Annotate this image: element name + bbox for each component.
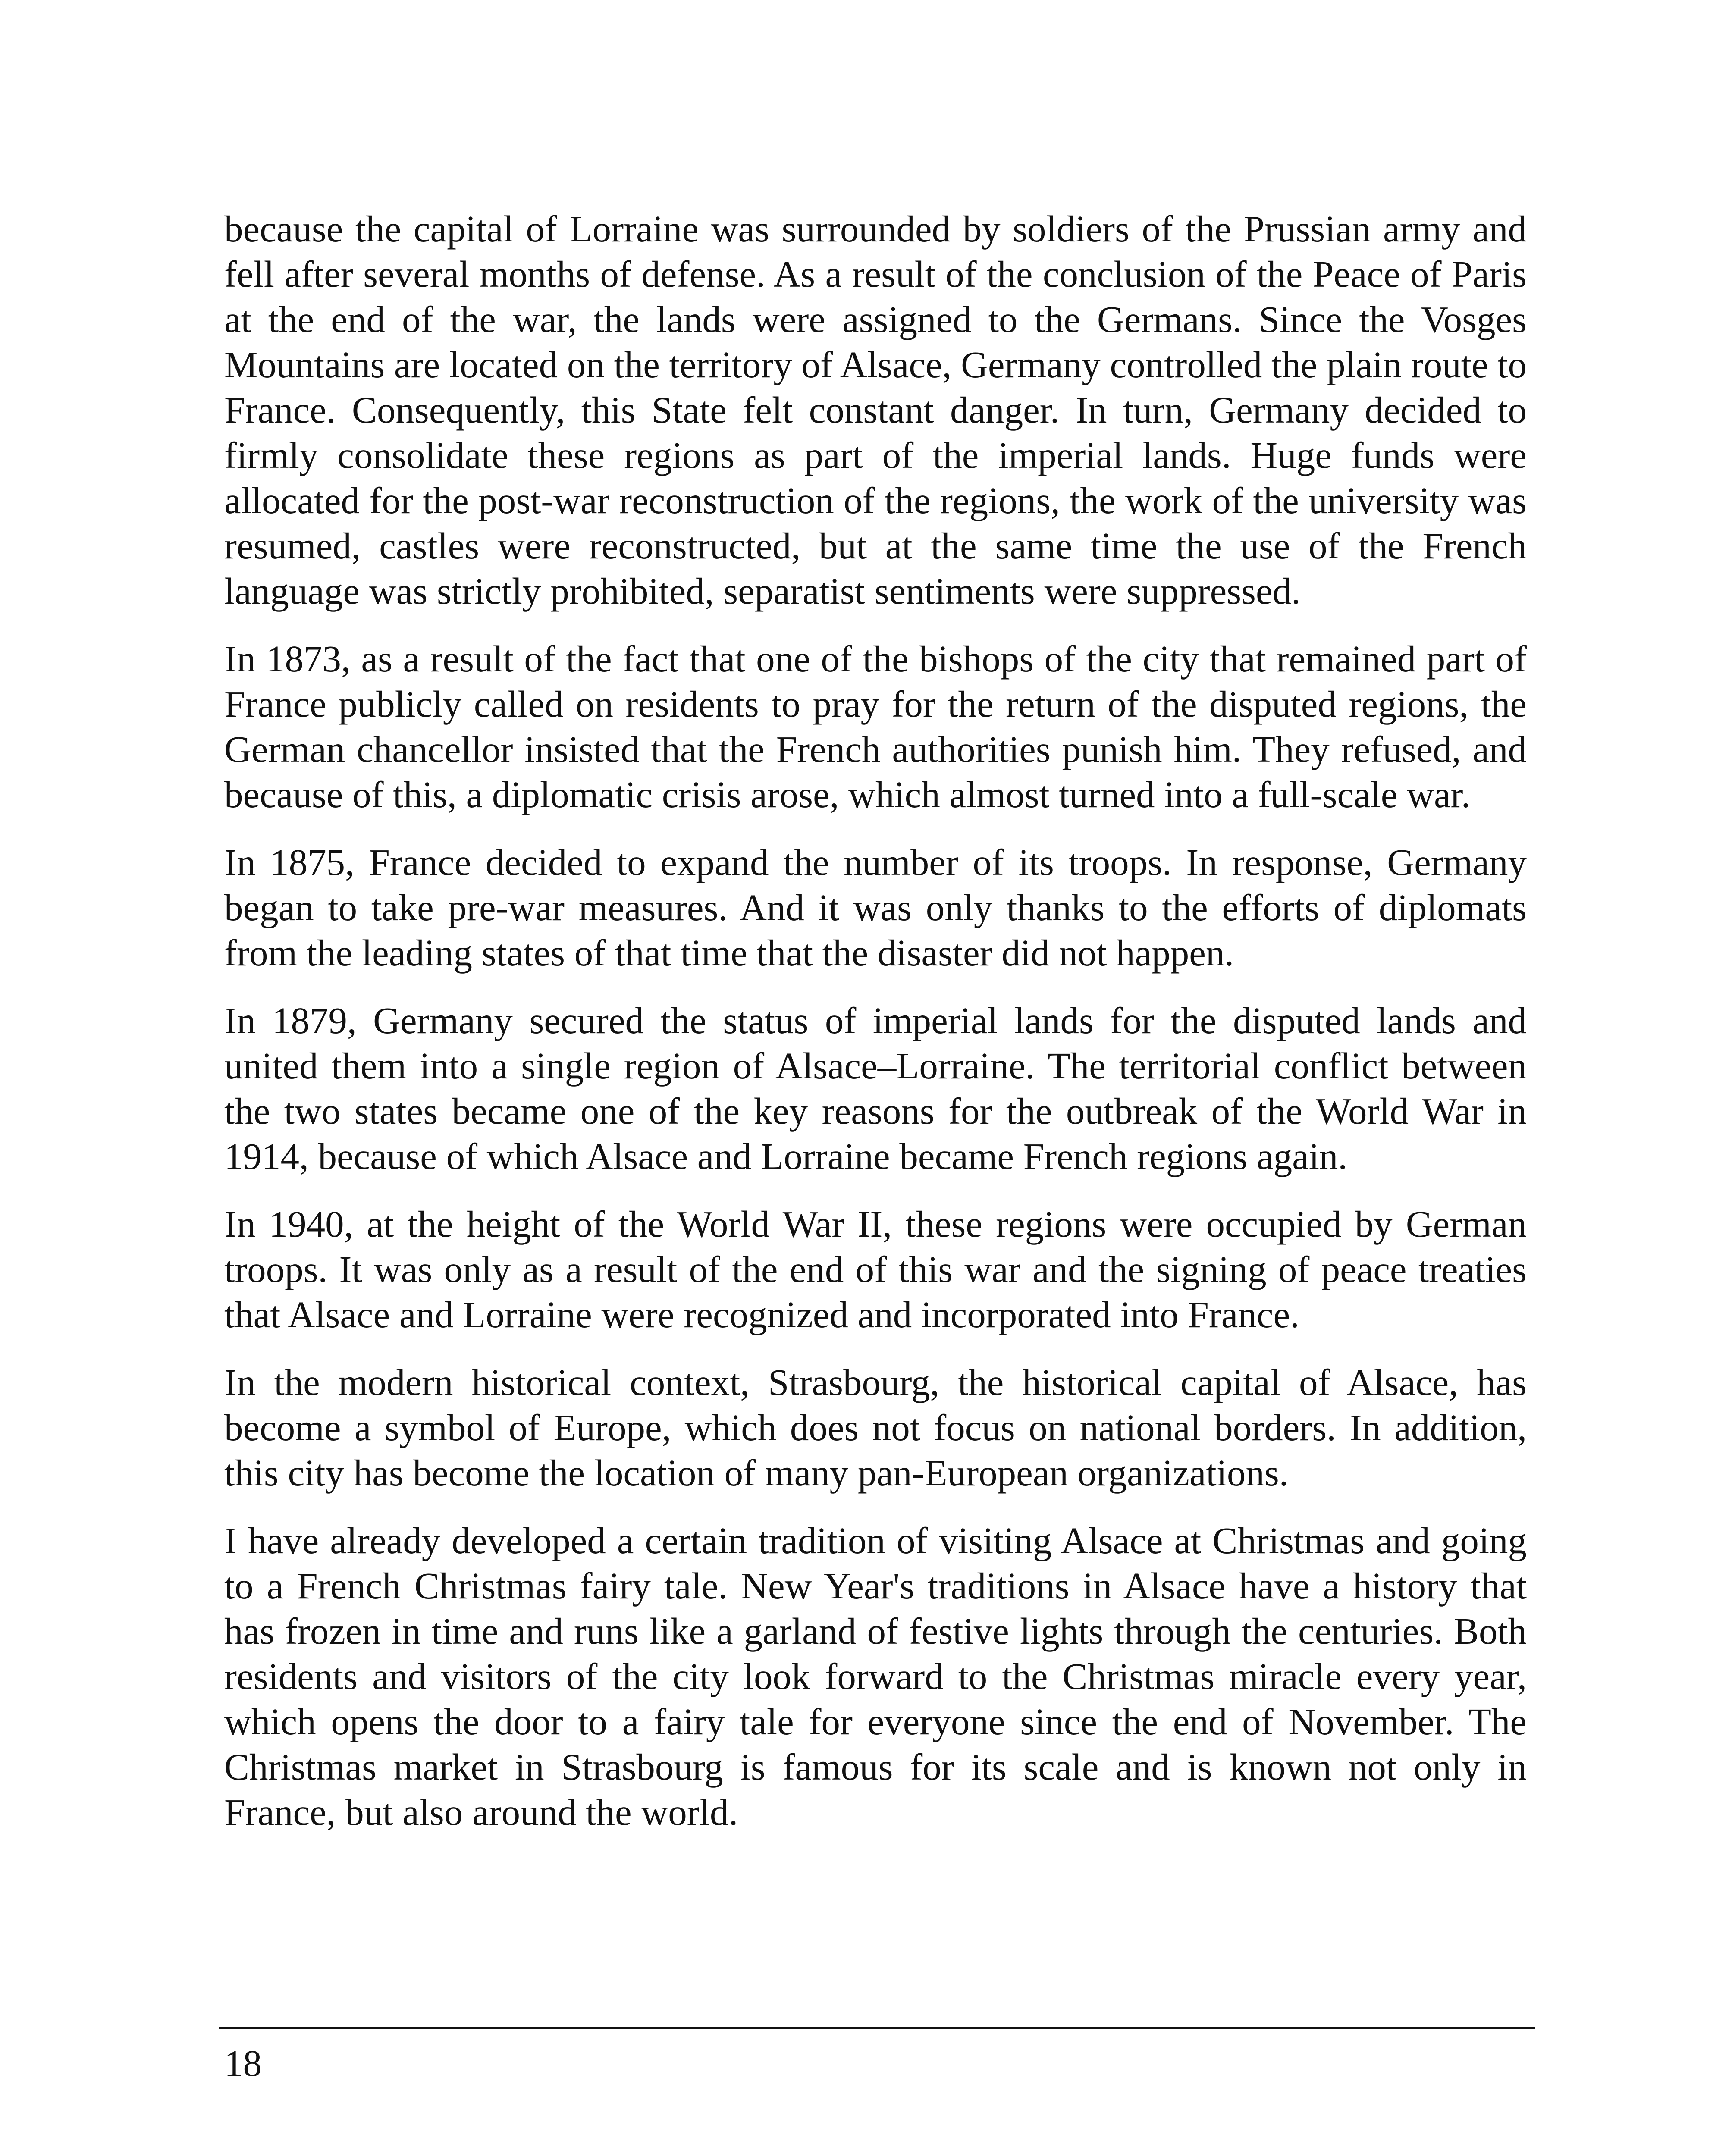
footer-divider: [219, 2027, 1535, 2029]
paragraph-2: In 1873, as a result of the fact that one of the bishops of the city that remained part of France publicly called on residents to pray for the return of the disputed regions, the German chancellor insisted that the French authorities punish him. They refused, and because of this, a diplomatic crisis arose, which almost turned into a full-scale war.: [224, 638, 1527, 815]
page-body: [224, 206, 1527, 1857]
paragraph-7: I have already developed a certain tradition of visiting Alsace at Christmas and going to a French Christmas fairy tale. New Year's traditions in Alsace have a history that has frozen in time and runs like a garland of festive lights through the centuries. Both residents and visitors of the city look forward to the Christmas miracle every year, which opens the door to a fairy tale for everyone since the end of November. The Christmas market in Strasbourg is famous for its scale and is known not only in France, but also around the world.: [224, 1520, 1527, 1833]
paragraph-3: In 1875, France decided to expand the number of its troops. In response, Germany began to take pre-war measures. And it was only thanks to the efforts of diplomats from the leading states of that time that the disaster did not happen.: [224, 841, 1527, 974]
paragraph-6: In the modern historical context, Strasbourg, the historical capital of Alsace, has become a symbol of Europe, which does not focus on national borders. In addition, this city has become the location of many pan-European organizations.: [224, 1361, 1527, 1494]
page-number: 18: [224, 2042, 262, 2084]
paragraph-5: In 1940, at the height of the World War II, these regions were occupied by German troops. It was only as a result of the end of this war and the signing of peace treaties that Alsace and Lorraine were recognized and incorporated into France.: [224, 1203, 1527, 1335]
paragraph-4: In 1879, Germany secured the status of imperial lands for the disputed lands and united them into a single region of Alsace–Lorraine. The territorial conflict between the two states became one of the key reasons for the outbreak of the World War in 1914, because of which Alsace and Lorraine became French regions again.: [224, 1000, 1527, 1177]
paragraph-1: because the capital of Lorraine was surrounded by soldiers of the Prussian army and fell after several months of defense. As a result of the conclusion of the Peace of Paris at the end of the war, the lands were assigned to the Germans. Since the Vosges Mountains are located on the territory of Alsace, Germany controlled the plain route to France. Consequently, this State felt constant danger. In turn, Germany decided to firmly consolidate these regions as part of the imperial lands. Huge funds were allocated for the post-war reconstruction of the regions, the work of the university was resumed, castles were reconstructed, but at the same time the use of the French language was strictly prohibited, separatist sentiments were suppressed.: [224, 208, 1527, 612]
